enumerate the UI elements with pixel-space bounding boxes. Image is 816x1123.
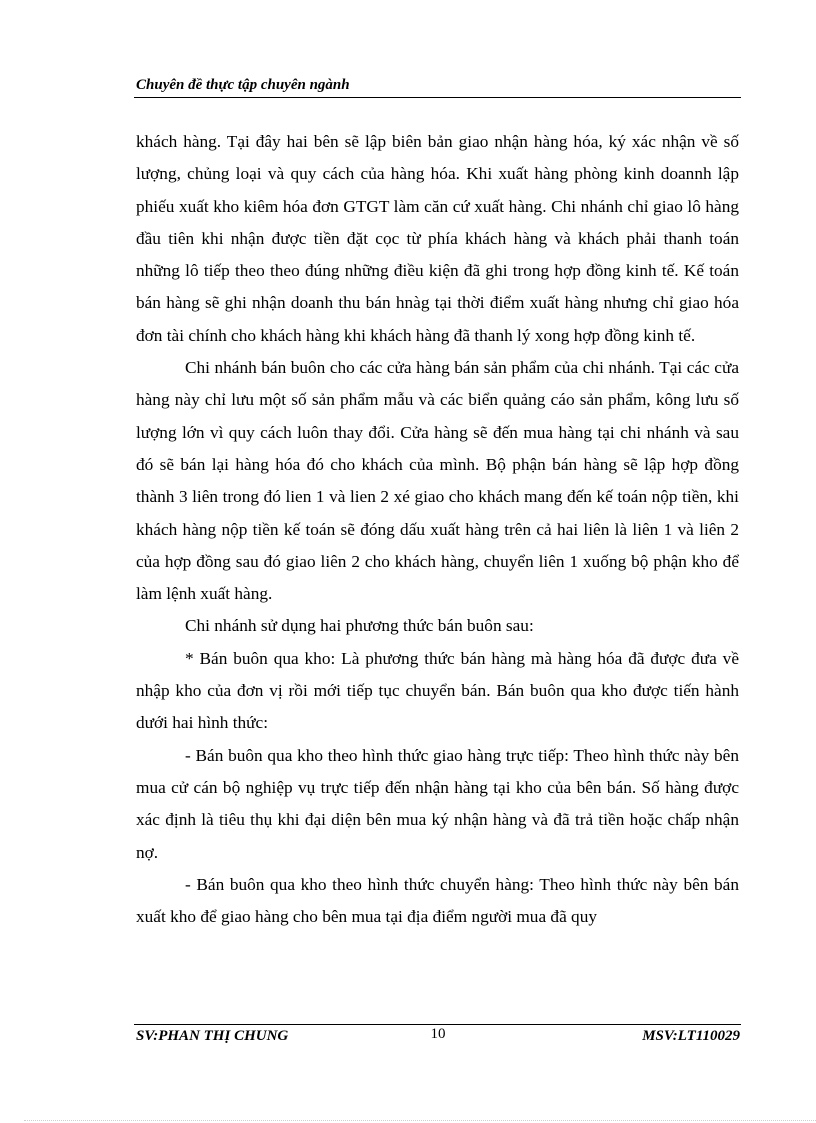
- paragraph-3: Chi nhánh sử dụng hai phương thức bán buôn sau:: [185, 616, 534, 636]
- paragraph-5: - Bán buôn qua kho theo hình thức giao hàng trực tiếp: Theo hình thức này bên mua cử cán bộ nghiệp vụ trực tiếp đến nhận hàng tại kho của bên bán. Số hàng được xác định là tiêu thụ khi đại diện bên mua ký nhận hàng và đã trả tiền hoặc chấp nhận nợ.: [136, 745, 739, 862]
- footer-student-id: MSV:LT110029: [642, 1028, 740, 1044]
- page-edge-divider: [24, 1120, 816, 1121]
- page-number: 10: [430, 1026, 446, 1042]
- footer-student-name: SV:PHAN THỊ CHUNG: [136, 1028, 289, 1044]
- footer-divider: [134, 1024, 741, 1025]
- header-divider: [134, 97, 741, 98]
- paragraph-1: khách hàng. Tại đây hai bên sẽ lập biên bản giao nhận hàng hóa, ký xác nhận về số lượng, chủng loại và quy cách của hàng hóa. Khi xuất hàng phòng kinh doannh lập phiếu xuất kho kiêm hóa đơn GTGT làm căn cứ xuất hàng. Chi nhánh chỉ giao lô hàng đầu tiên khi nhận được tiền đặt cọc từ phía khách hàng và khách phải thanh toán những lô tiếp theo theo đúng những điều kiện đã ghi trong hợp đồng kinh tế. Kế toán bán hàng sẽ ghi nhận doanh thu bán hnàg tại thời điểm xuất hàng nhưng chỉ giao hóa đơn tài chính cho khách hàng khi khách hàng đã thanh lý xong hợp đồng kinh tế.: [136, 132, 739, 345]
- paragraph-2: Chi nhánh bán buôn cho các cửa hàng bán sản phẩm của chi nhánh. Tại các cửa hàng này chỉ lưu một số sản phẩm mẫu và các biển quảng cáo sản phẩm, kông lưu số lượng lớn vì quy cách luôn thay đổi. Cửa hàng sẽ đến mua hàng tại chi nhánh và sau đó sẽ bán lại hàng hóa đó cho khách của mình. Bộ phận bán hàng sẽ lập hợp đồng thành 3 liên trong đó lien 1 và lien 2 xé giao cho khách mang đến kế toán nộp tiền, khi khách hàng nộp tiền kế toán sẽ đóng dấu xuất hàng trên cả hai liên là liên 1 và liên 2 của hợp đồng sau đó giao liên 2 cho khách hàng, chuyển liên 1 xuống bộ phận kho để làm lệnh xuất hàng.: [136, 358, 739, 604]
- paragraph-4: * Bán buôn qua kho: Là phương thức bán hàng mà hàng hóa đã được đưa về nhập kho của đơn vị rồi mới tiếp tục chuyển bán. Bán buôn qua kho được tiến hành dưới hai hình thức:: [136, 648, 739, 733]
- running-header-title: Chuyên đề thực tập chuyên ngành: [136, 77, 350, 93]
- document-body: [136, 126, 739, 933]
- paragraph-6: - Bán buôn qua kho theo hình thức chuyển hàng: Theo hình thức này bên bán xuất kho để giao hàng cho bên mua tại địa điểm người mua đã quy: [136, 874, 739, 927]
